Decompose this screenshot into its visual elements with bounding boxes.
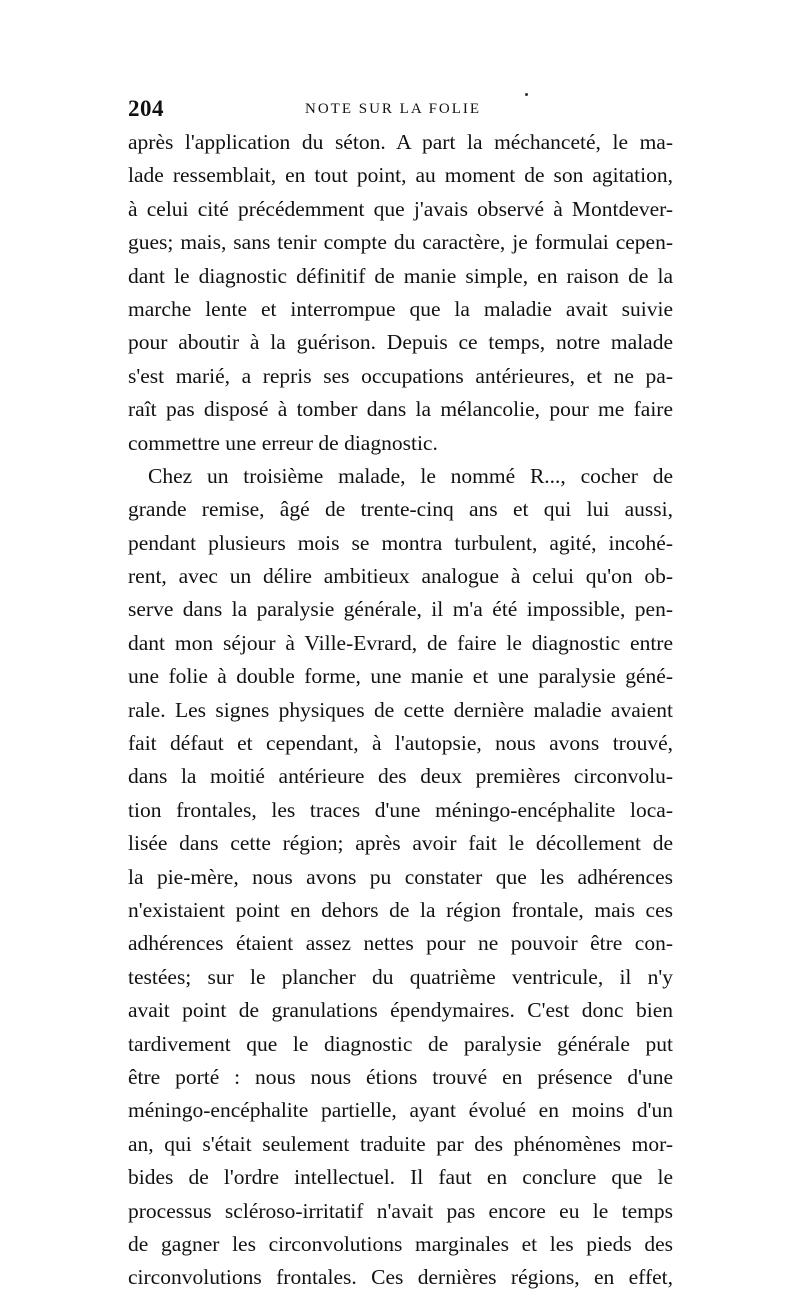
text-line: raît pas disposé à tomber dans la mélancolie, pour me faire bbox=[128, 397, 673, 422]
text-line: après l'application du séton. A part la méchanceté, le ma- bbox=[128, 130, 673, 154]
text-line: marche lente et interrompue que la maladie avait suivie bbox=[128, 296, 673, 321]
text-line: s'est marié, a repris ses occupations antérieures, et ne pa- bbox=[128, 363, 673, 388]
text-line: de gagner les circonvolutions marginales et les pieds des bbox=[128, 1231, 673, 1256]
text-line: pour aboutir à la guérison. Depuis ce temps, notre malade bbox=[128, 330, 673, 355]
text-line: processus scléroso-irritatif n'avait pas encore eu le temps bbox=[128, 1198, 673, 1223]
text-line: serve dans la paralysie générale, il m'a été impossible, pen- bbox=[128, 597, 673, 622]
text-line: lade ressemblait, en tout point, au moment de son agitation, bbox=[128, 163, 673, 188]
text-line: Chez un troisième malade, le nommé R..., cocher de bbox=[148, 463, 673, 488]
running-title: NOTE SUR LA FOLIE bbox=[305, 101, 482, 117]
text-line: grande remise, âgé de trente-cinq ans et qui lui aussi, bbox=[128, 497, 673, 522]
text-line: dant mon séjour à Ville-Evrard, de faire le diagnostic entre bbox=[128, 630, 673, 655]
page-number: 204 bbox=[128, 96, 164, 121]
text-line: commettre une erreur de diagnostic. bbox=[128, 430, 438, 455]
text-line: avait point de granulations épendymaires. C'est donc bien bbox=[128, 998, 673, 1023]
text-line: bides de l'ordre intellectuel. Il faut en conclure que le bbox=[128, 1165, 673, 1190]
text-line: être porté : nous nous étions trouvé en présence d'une bbox=[128, 1064, 673, 1089]
text-line: dant le diagnostic définitif de manie simple, en raison de la bbox=[128, 263, 673, 288]
text-line: tardivement que le diagnostic de paralysie générale put bbox=[128, 1031, 673, 1056]
text-line: gues; mais, sans tenir compte du caractère, je formulai cepen- bbox=[128, 230, 673, 255]
text-line: circonvolutions frontales. Ces dernières régions, en effet, bbox=[128, 1265, 673, 1290]
text-line: n'existaient point en dehors de la région frontale, mais ces bbox=[128, 897, 673, 922]
text-line: fait défaut et cependant, à l'autopsie, nous avons trouvé, bbox=[128, 731, 673, 756]
text-line: pendant plusieurs mois se montra turbulent, agité, incohé- bbox=[128, 530, 673, 555]
text-line: à celui cité précédemment que j'avais observé à Montdever- bbox=[128, 196, 673, 221]
text-line: testées; sur le plancher du quatrième ventricule, il n'y bbox=[128, 964, 673, 989]
text-line: adhérences étaient assez nettes pour ne pouvoir être con- bbox=[128, 931, 673, 956]
text-line: une folie à double forme, une manie et une paralysie géné- bbox=[128, 664, 673, 689]
text-line: an, qui s'était seulement traduite par des phénomènes mor- bbox=[128, 1131, 673, 1156]
text-line: dans la moitié antérieure des deux premières circonvolu- bbox=[128, 764, 673, 789]
text-line: méningo-encéphalite partielle, ayant évolué en moins d'un bbox=[128, 1098, 673, 1123]
text-line: tion frontales, les traces d'une méningo-encéphalite loca- bbox=[128, 797, 673, 822]
text-line: la pie-mère, nous avons pu constater que les adhérences bbox=[128, 864, 673, 889]
text-line: rale. Les signes physiques de cette dernière maladie avaient bbox=[128, 697, 673, 722]
text-line: lisée dans cette région; après avoir fait le décollement de bbox=[128, 831, 673, 856]
text-line: rent, avec un délire ambitieux analogue à celui qu'on ob- bbox=[128, 564, 673, 589]
body-text bbox=[128, 126, 673, 1295]
print-speck bbox=[525, 93, 528, 96]
